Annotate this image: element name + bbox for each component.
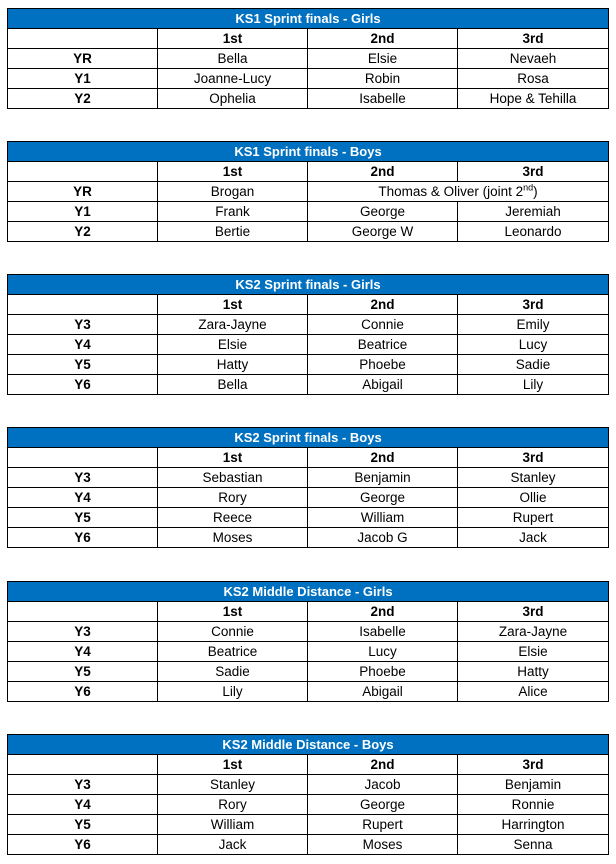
results-table-ks2-middle-boys bbox=[7, 734, 609, 855]
second-place-cell: Lucy bbox=[308, 642, 458, 662]
table-row bbox=[8, 468, 609, 488]
header-3rd: 3rd bbox=[458, 448, 609, 468]
header-2nd: 2nd bbox=[308, 755, 458, 775]
second-place-cell: George bbox=[308, 202, 458, 222]
first-place-cell: Frank bbox=[158, 202, 308, 222]
header-1st: 1st bbox=[158, 602, 308, 622]
third-place-cell: Zara-Jayne bbox=[458, 622, 609, 642]
second-place-cell: Phoebe bbox=[308, 355, 458, 375]
third-place-cell: Alice bbox=[458, 682, 609, 702]
year-cell: Y3 bbox=[8, 622, 158, 642]
joint-close: ) bbox=[533, 184, 538, 199]
first-place-cell: Lily bbox=[158, 682, 308, 702]
year-cell: Y4 bbox=[8, 335, 158, 355]
table-title: KS2 Middle Distance - Boys bbox=[8, 735, 609, 755]
header-blank bbox=[8, 29, 158, 49]
header-1st: 1st bbox=[158, 29, 308, 49]
second-place-cell: George W bbox=[308, 222, 458, 242]
header-blank bbox=[8, 448, 158, 468]
table-row bbox=[8, 49, 609, 69]
year-cell: Y3 bbox=[8, 315, 158, 335]
third-place-cell: Lucy bbox=[458, 335, 609, 355]
table-row bbox=[8, 355, 609, 375]
first-place-cell: Elsie bbox=[158, 335, 308, 355]
table-row bbox=[8, 202, 609, 222]
first-place-cell: Hatty bbox=[158, 355, 308, 375]
header-blank bbox=[8, 602, 158, 622]
third-place-cell: Leonardo bbox=[458, 222, 609, 242]
table-row bbox=[8, 682, 609, 702]
table-row bbox=[8, 335, 609, 355]
year-cell: Y3 bbox=[8, 775, 158, 795]
table-row bbox=[8, 795, 609, 815]
second-place-cell: Moses bbox=[308, 835, 458, 855]
year-cell: Y2 bbox=[8, 89, 158, 109]
third-place-cell: Harrington bbox=[458, 815, 609, 835]
table-row bbox=[8, 642, 609, 662]
header-1st: 1st bbox=[158, 448, 308, 468]
header-1st: 1st bbox=[158, 162, 308, 182]
joint-superscript: nd bbox=[523, 182, 534, 193]
year-cell: Y4 bbox=[8, 488, 158, 508]
year-cell: Y4 bbox=[8, 795, 158, 815]
year-cell: Y5 bbox=[8, 662, 158, 682]
header-1st: 1st bbox=[158, 295, 308, 315]
results-table-ks1-sprint-girls bbox=[7, 8, 609, 109]
year-cell: Y6 bbox=[8, 835, 158, 855]
third-place-cell: Jeremiah bbox=[458, 202, 609, 222]
table-title: KS2 Sprint finals - Girls bbox=[8, 275, 609, 295]
year-cell: Y6 bbox=[8, 528, 158, 548]
third-place-cell: Nevaeh bbox=[458, 49, 609, 69]
first-place-cell: Moses bbox=[158, 528, 308, 548]
table-row bbox=[8, 528, 609, 548]
table-row bbox=[8, 835, 609, 855]
header-3rd: 3rd bbox=[458, 162, 609, 182]
first-place-cell: Bertie bbox=[158, 222, 308, 242]
first-place-cell: Beatrice bbox=[158, 642, 308, 662]
table-row bbox=[8, 222, 609, 242]
table-row bbox=[8, 315, 609, 335]
header-2nd: 2nd bbox=[308, 295, 458, 315]
third-place-cell: Lily bbox=[458, 375, 609, 395]
year-cell: Y3 bbox=[8, 468, 158, 488]
year-cell: Y5 bbox=[8, 815, 158, 835]
second-place-cell: Isabelle bbox=[308, 622, 458, 642]
first-place-cell: Bella bbox=[158, 375, 308, 395]
table-row bbox=[8, 182, 609, 202]
first-place-cell: Sebastian bbox=[158, 468, 308, 488]
table-title: KS2 Middle Distance - Girls bbox=[8, 582, 609, 602]
third-place-cell: Stanley bbox=[458, 468, 609, 488]
table-row bbox=[8, 662, 609, 682]
header-2nd: 2nd bbox=[308, 448, 458, 468]
header-2nd: 2nd bbox=[308, 602, 458, 622]
table-row bbox=[8, 508, 609, 528]
table-row bbox=[8, 622, 609, 642]
year-cell: Y5 bbox=[8, 355, 158, 375]
third-place-cell: Rupert bbox=[458, 508, 609, 528]
year-cell: YR bbox=[8, 49, 158, 69]
header-3rd: 3rd bbox=[458, 29, 609, 49]
third-place-cell: Rosa bbox=[458, 69, 609, 89]
second-place-cell: Rupert bbox=[308, 815, 458, 835]
third-place-cell: Sadie bbox=[458, 355, 609, 375]
table-row bbox=[8, 488, 609, 508]
first-place-cell: Ophelia bbox=[158, 89, 308, 109]
table-row bbox=[8, 375, 609, 395]
header-blank bbox=[8, 162, 158, 182]
second-place-cell: George bbox=[308, 795, 458, 815]
first-place-cell: Brogan bbox=[158, 182, 308, 202]
results-table-ks2-sprint-boys bbox=[7, 427, 609, 548]
year-cell: YR bbox=[8, 182, 158, 202]
third-place-cell: Senna bbox=[458, 835, 609, 855]
second-place-cell: Robin bbox=[308, 69, 458, 89]
second-place-cell: George bbox=[308, 488, 458, 508]
first-place-cell: Jack bbox=[158, 835, 308, 855]
second-place-cell: Beatrice bbox=[308, 335, 458, 355]
second-place-cell: Phoebe bbox=[308, 662, 458, 682]
header-blank bbox=[8, 295, 158, 315]
table-title: KS1 Sprint finals - Boys bbox=[8, 142, 609, 162]
joint-text: Thomas & Oliver (joint 2 bbox=[378, 184, 524, 199]
first-place-cell: Connie bbox=[158, 622, 308, 642]
results-table-ks2-middle-girls bbox=[7, 581, 609, 702]
first-place-cell: Rory bbox=[158, 795, 308, 815]
third-place-cell: Hope & Tehilla bbox=[458, 89, 609, 109]
results-table-ks2-sprint-girls bbox=[7, 274, 609, 395]
first-place-cell: Sadie bbox=[158, 662, 308, 682]
third-place-cell: Benjamin bbox=[458, 775, 609, 795]
year-cell: Y6 bbox=[8, 682, 158, 702]
first-place-cell: Reece bbox=[158, 508, 308, 528]
year-cell: Y4 bbox=[8, 642, 158, 662]
second-place-cell: Isabelle bbox=[308, 89, 458, 109]
header-3rd: 3rd bbox=[458, 295, 609, 315]
table-row bbox=[8, 775, 609, 795]
first-place-cell: Joanne-Lucy bbox=[158, 69, 308, 89]
third-place-cell: Emily bbox=[458, 315, 609, 335]
second-place-cell: Connie bbox=[308, 315, 458, 335]
header-2nd: 2nd bbox=[308, 29, 458, 49]
year-cell: Y2 bbox=[8, 222, 158, 242]
results-table-ks1-sprint-boys bbox=[7, 141, 609, 242]
first-place-cell: Zara-Jayne bbox=[158, 315, 308, 335]
first-place-cell: Rory bbox=[158, 488, 308, 508]
header-3rd: 3rd bbox=[458, 602, 609, 622]
third-place-cell: Ollie bbox=[458, 488, 609, 508]
first-place-cell: Bella bbox=[158, 49, 308, 69]
second-place-cell: Abigail bbox=[308, 375, 458, 395]
year-cell: Y6 bbox=[8, 375, 158, 395]
header-2nd: 2nd bbox=[308, 162, 458, 182]
second-place-cell: Jacob G bbox=[308, 528, 458, 548]
third-place-cell: Ronnie bbox=[458, 795, 609, 815]
third-place-cell: Elsie bbox=[458, 642, 609, 662]
first-place-cell: William bbox=[158, 815, 308, 835]
table-row bbox=[8, 815, 609, 835]
second-place-cell: William bbox=[308, 508, 458, 528]
header-blank bbox=[8, 755, 158, 775]
first-place-cell: Stanley bbox=[158, 775, 308, 795]
year-cell: Y1 bbox=[8, 202, 158, 222]
second-place-cell: Jacob bbox=[308, 775, 458, 795]
second-place-cell: Benjamin bbox=[308, 468, 458, 488]
second-place-cell: Abigail bbox=[308, 682, 458, 702]
header-1st: 1st bbox=[158, 755, 308, 775]
header-3rd: 3rd bbox=[458, 755, 609, 775]
table-title: KS1 Sprint finals - Girls bbox=[8, 9, 609, 29]
table-row bbox=[8, 69, 609, 89]
year-cell: Y5 bbox=[8, 508, 158, 528]
year-cell: Y1 bbox=[8, 69, 158, 89]
joint-second-cell bbox=[308, 182, 609, 202]
second-place-cell: Elsie bbox=[308, 49, 458, 69]
third-place-cell: Hatty bbox=[458, 662, 609, 682]
table-title: KS2 Sprint finals - Boys bbox=[8, 428, 609, 448]
third-place-cell: Jack bbox=[458, 528, 609, 548]
table-row bbox=[8, 89, 609, 109]
